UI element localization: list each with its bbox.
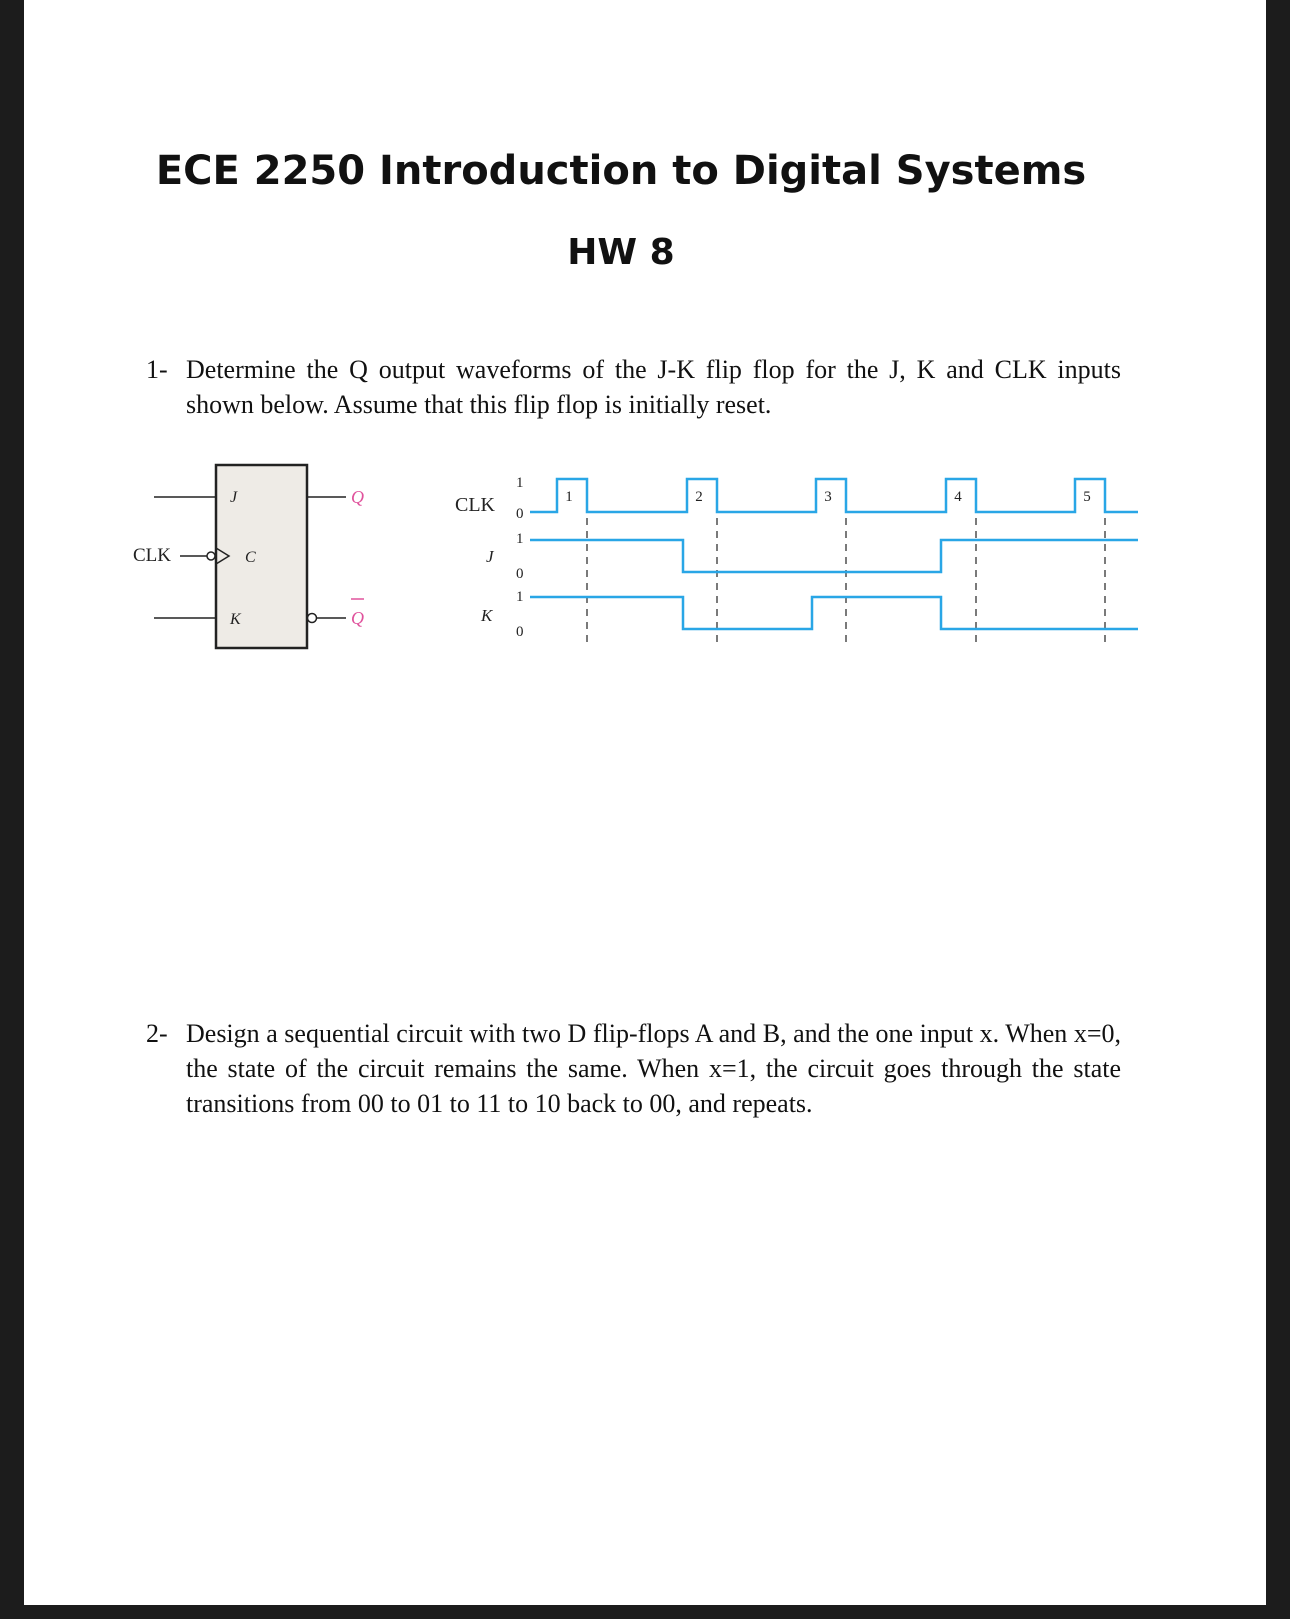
j-level-low: 0 xyxy=(516,566,524,582)
waveform-clk-label: CLK xyxy=(455,494,495,516)
pin-k-label: K xyxy=(230,611,241,628)
clk-level-low: 0 xyxy=(516,506,524,522)
pulse-label-2: 2 xyxy=(695,489,703,505)
waveform-j-label: J xyxy=(486,547,494,566)
question-1-number: 1- xyxy=(146,355,168,384)
waveforms xyxy=(530,479,1138,629)
question-1-text: Determine the Q output waveforms of the J-K flip flop for the J, K and CLK inputs shown below. Assume that this flip flop is initially reset. xyxy=(186,355,1121,419)
homework-number: HW 8 xyxy=(567,232,675,273)
pulse-label-1: 1 xyxy=(565,489,573,505)
qbar-inversion-bubble xyxy=(308,614,317,623)
waveform-k-label: K xyxy=(481,606,493,625)
jk-flip-flop-symbol xyxy=(133,465,364,648)
clk-input-label: CLK xyxy=(133,545,171,566)
k-level-high: 1 xyxy=(516,589,524,605)
pulse-number-labels xyxy=(565,489,1091,505)
pin-j-label: J xyxy=(230,489,238,506)
document-title: ECE 2250 Introduction to Digital Systems xyxy=(155,148,1087,194)
k-level-low: 0 xyxy=(516,624,524,640)
question-2-number: 2- xyxy=(146,1019,168,1048)
pulse-label-4: 4 xyxy=(954,489,962,505)
question-2-text: Design a sequential circuit with two D flip-flops A and B, and the one input x. When x=0, the state of the circuit remains the same. When x=1, the circuit goes through the state transitions from 00 to 01 to 11 to 10 back to 00, and repeats. xyxy=(186,1019,1121,1118)
timing-diagram-labels xyxy=(455,475,524,640)
pulse-label-5: 5 xyxy=(1083,489,1091,505)
question-2 xyxy=(146,1016,1121,1121)
clk-level-high: 1 xyxy=(516,475,524,491)
q-output-label: Q xyxy=(351,487,364,507)
qbar-output-label: Q xyxy=(351,608,364,628)
k-waveform xyxy=(530,597,1138,629)
clk-waveform xyxy=(530,479,1138,512)
clk-inversion-bubble xyxy=(207,552,215,560)
pulse-label-3: 3 xyxy=(824,489,832,505)
j-waveform xyxy=(530,540,1138,572)
j-level-high: 1 xyxy=(516,531,524,547)
pin-c-label: C xyxy=(245,549,256,566)
